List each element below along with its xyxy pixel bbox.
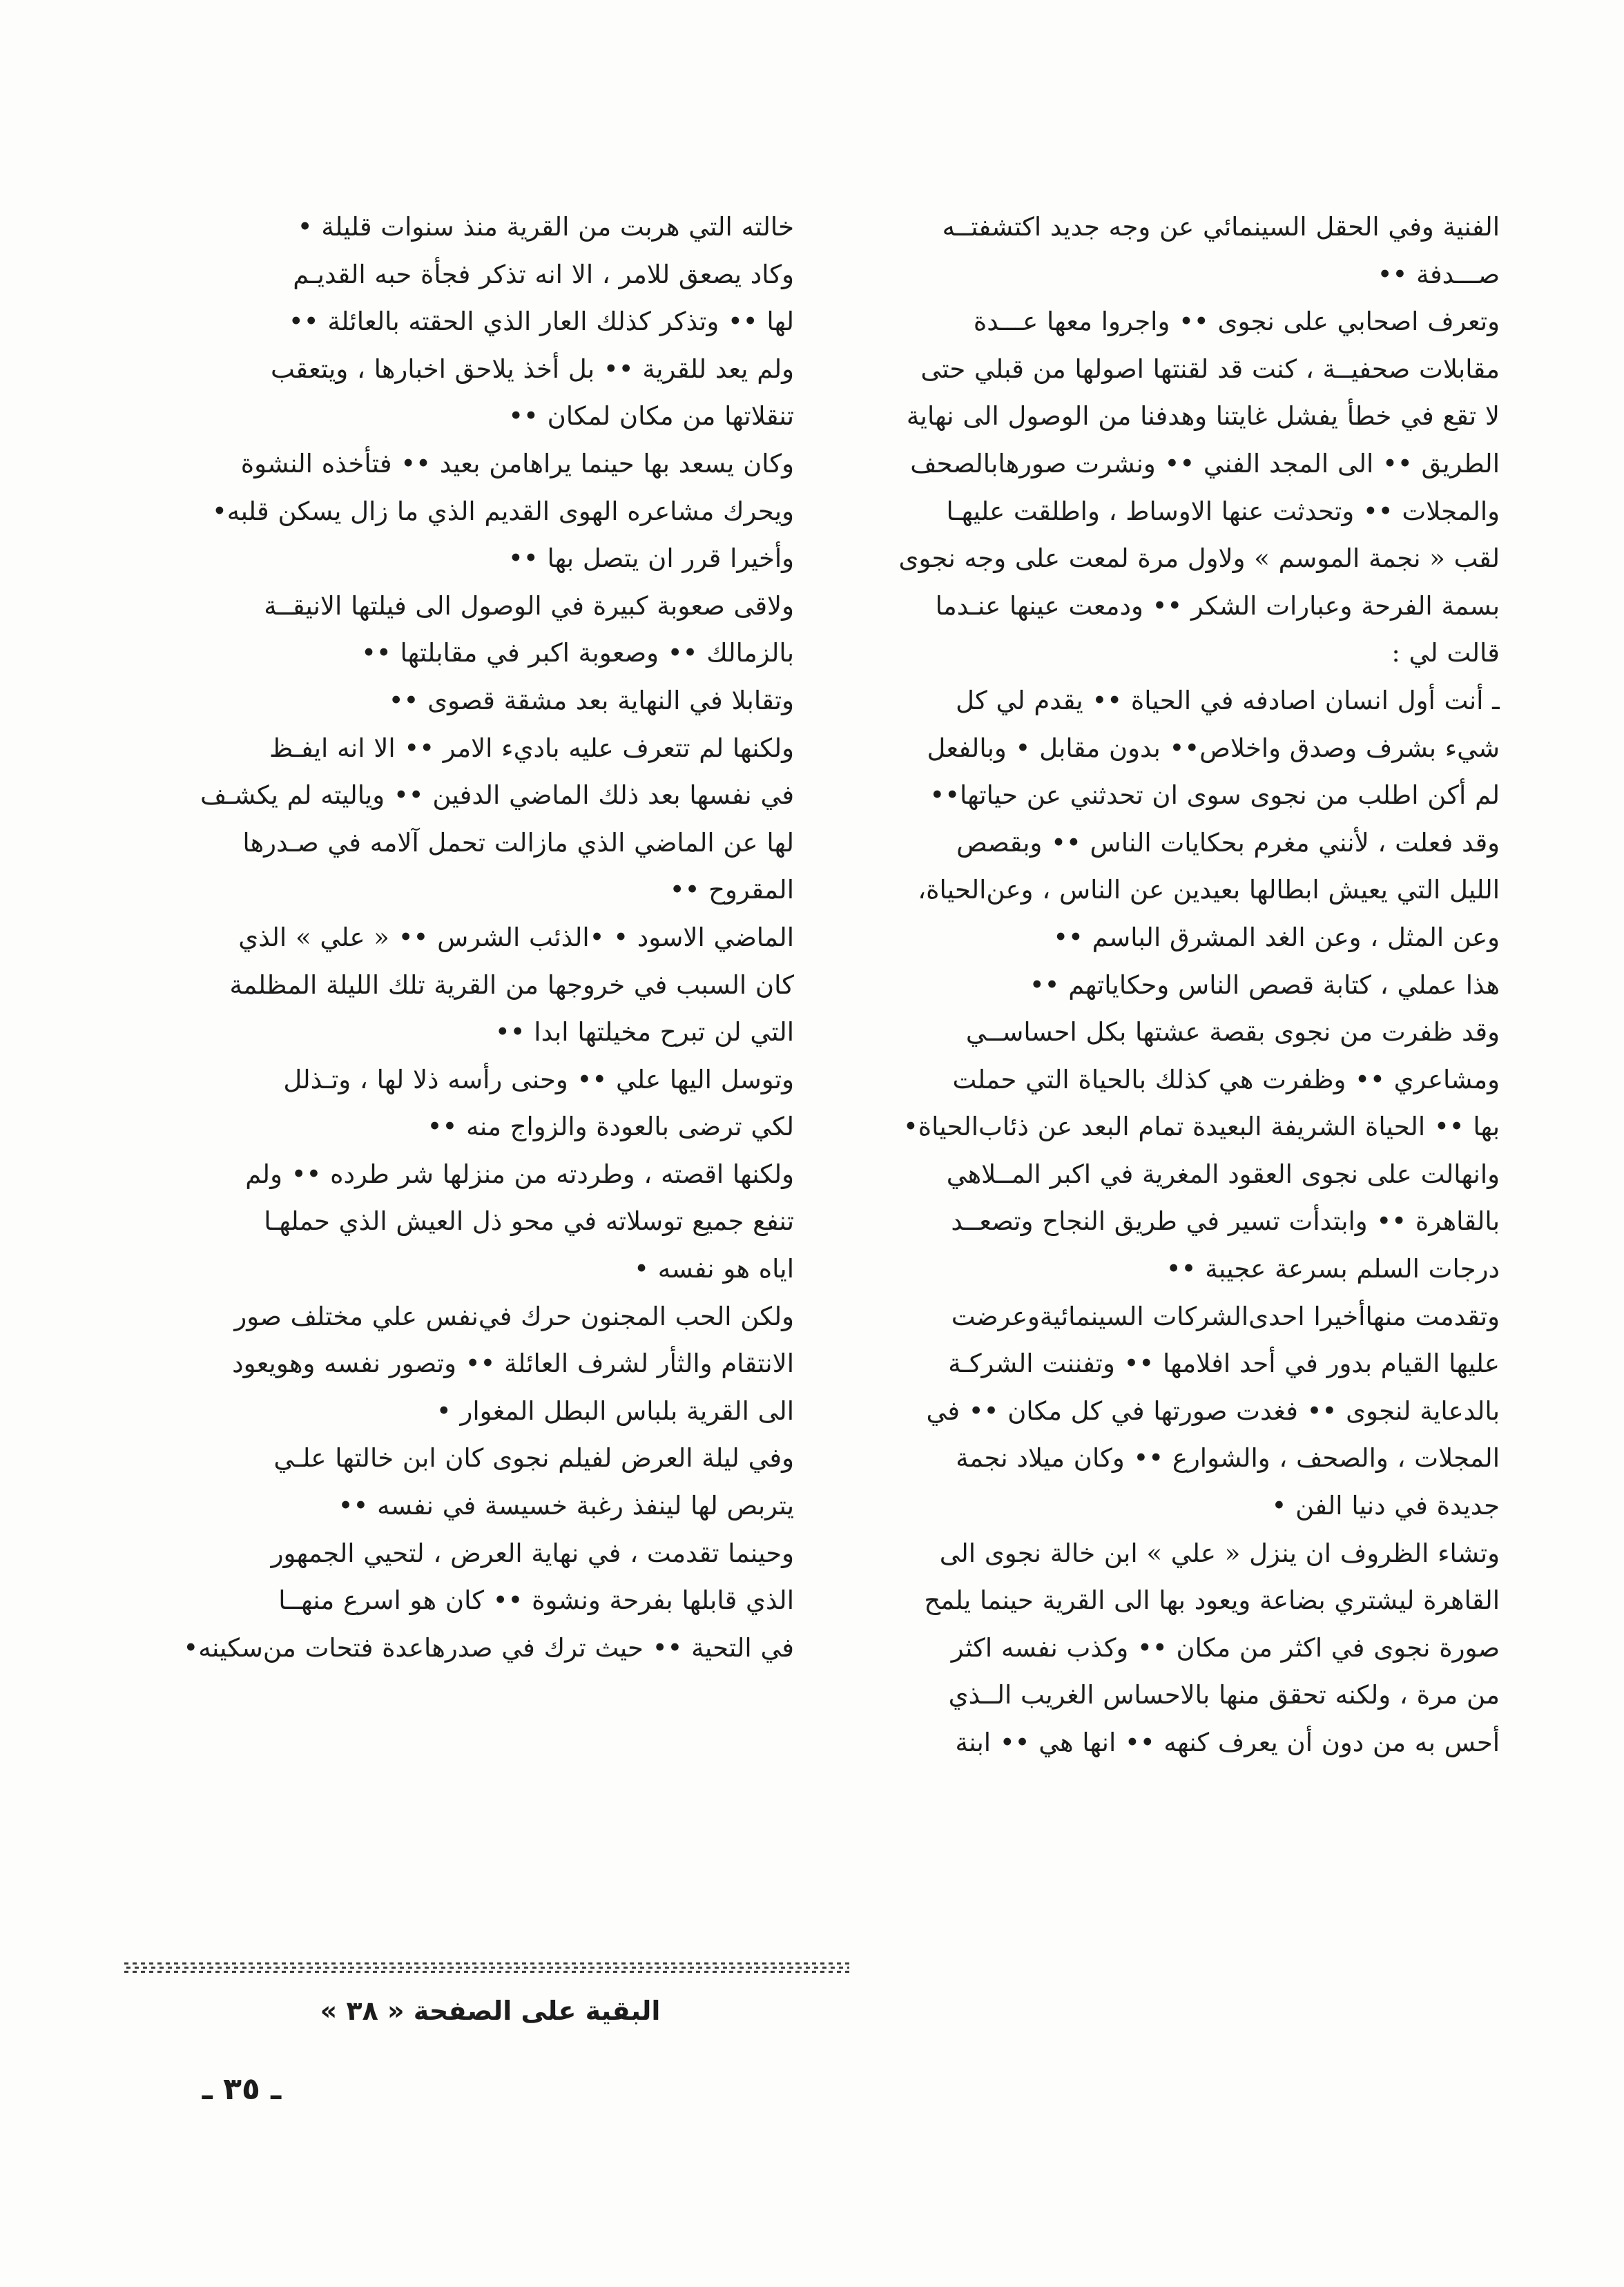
- text-line: الى القرية بلباس البطل المغوار •: [436, 1396, 794, 1426]
- text-line: من مرة ، ولكنه تحقق منها بالاحساس الغريب الــذي: [948, 1680, 1500, 1710]
- paragraph: [830, 1293, 1500, 1530]
- text-line: أحس به من دون أن يعرف كنهه •• انها هي •• ابنة: [955, 1728, 1500, 1757]
- text-line: وكاد يصعق للامر ، الا انه تذكر فجأة حبه القديـم: [293, 259, 794, 289]
- text-line: خالته التي هربت من القرية منذ سنوات قليلة •: [297, 212, 794, 242]
- text-line: ولم يعد للقرية •• بل أخذ يلاحق اخبارها ، ويتعقب: [270, 354, 794, 384]
- text-line: بسمة الفرحة وعبارات الشكر •• ودمعت عينها عنـدما: [935, 590, 1500, 621]
- paragraph: [124, 1151, 794, 1293]
- paragraph: [124, 583, 794, 677]
- text-line: وتشاء الظروف ان ينزل « علي » ابن خالة نجوى الى: [939, 1538, 1500, 1568]
- paragraph: [830, 204, 1500, 298]
- text-line: وقد ظفرت من نجوى بقصة عشتها بكل احساســي: [965, 1017, 1500, 1048]
- text-line: صورة نجوى في اكثر من مكان •• وكذب نفسه اكثر: [951, 1632, 1500, 1663]
- text-line: عليها القيام بدور في أحد افلامها •• وتفننت الشركـة: [948, 1349, 1500, 1379]
- text-line: وقد فعلت ، لأنني مغرم بحكايات الناس •• وبقصص: [956, 827, 1500, 858]
- paragraph: [124, 1293, 794, 1436]
- text-line: في التحية •• حيث ترك في صدرهاعدة فتحات من‌سكينه•: [183, 1632, 794, 1663]
- text-line: ولكنها اقصته ، وطردته من منزلها شر طرده •• ولم: [245, 1159, 794, 1189]
- text-line: وفي ليلة العرض لفيلم نجوى كان ابن خالتها علـي: [273, 1443, 794, 1474]
- paragraph: [124, 204, 794, 251]
- paragraph: [124, 914, 794, 1056]
- text-line: بالقاهرة •• وابتدأت تسير في طريق النجاح وتصعــد: [951, 1206, 1500, 1237]
- text-line: وتقابلا في النهاية بعد مشقة قصوى ••: [388, 685, 794, 715]
- paragraph: [124, 535, 794, 583]
- text-line: المقروح ••: [669, 875, 794, 905]
- text-line: بها •• الحياة الشريفة البعيدة تمام البعد عن ذئاب‌الحياة•: [902, 1112, 1500, 1142]
- paragraph: [124, 441, 794, 535]
- text-line: لها •• وتذكر كذلك العار الذي الحقته بالعائلة ••: [288, 307, 794, 337]
- text-line: صـــدفة ••: [1377, 259, 1500, 289]
- text-line: ـ أنت أول انسان اصادفه في الحياة •• يقدم لي كل: [956, 685, 1500, 715]
- text-line: وتعرف اصحابي على نجوى •• واجروا معها عـــدة: [973, 307, 1500, 337]
- text-line: لا تقع في خطأ يفشل غايتنا وهدفنا من الوصول الى نهاية: [906, 401, 1500, 432]
- paragraph: [830, 1530, 1500, 1767]
- text-line: تنقلاتها من مكان لمكان ••: [508, 401, 794, 432]
- text-line: درجات السلم بسرعة عجيبة ••: [1166, 1254, 1500, 1284]
- text-line: ويحرك مشاعره الهوى القديم الذي ما زال يسكن قلبه•: [211, 496, 794, 526]
- paragraph: [124, 1435, 794, 1530]
- text-line: لها عن الماضي الذي مازالت تحمل آلامه في صـدرها: [242, 827, 794, 858]
- paragraph: [124, 1530, 794, 1672]
- text-line: بالزمالك •• وصعوبة اكبر في مقابلتها ••: [361, 638, 794, 668]
- text-line: تنفع جميع توسلاته في محو ذل العيش الذي حملهـا: [264, 1206, 794, 1237]
- text-line: الطريق •• الى المجد الفني •• ونشرت صورهابالصحف: [910, 448, 1500, 479]
- text-line: ولكنها لم تتعرف عليه باديء الامر •• الا انه ايفـظ: [269, 733, 794, 763]
- paragraph: [830, 298, 1500, 677]
- paragraph: [124, 251, 794, 346]
- text-line: قالت لي :: [1391, 638, 1500, 668]
- text-line: ومشاعري •• وظفرت هي كذلك بالحياة التي حملت: [952, 1064, 1500, 1094]
- text-line: هذا عملي ، كتابة قصص الناس وحكاياتهم ••: [1029, 969, 1500, 1000]
- text-line: وعن المثل ، وعن الغد المشرق الباسم ••: [1053, 922, 1500, 952]
- paragraph: [124, 1056, 794, 1151]
- text-line: الليل التي يعيش ابطالها بعيدين عن الناس ، وعن‌الحياة،: [918, 875, 1500, 905]
- text-line: وحينما تقدمت ، في نهاية العرض ، لتحيي الجمهور: [271, 1538, 794, 1568]
- text-line: الماضي الاسود • •الذئب الشرس •• « علي » الذي: [238, 922, 794, 952]
- text-line: القاهرة ليشتري بضاعة ويعود بها الى القرية حينما يلمح: [924, 1585, 1500, 1616]
- paragraph: [124, 346, 794, 441]
- text-line: جديدة في دنيا الفن •: [1271, 1491, 1500, 1521]
- paragraph: [830, 677, 1500, 962]
- text-line: اياه هو نفسه •: [634, 1254, 794, 1284]
- text-line: شيء بشرف وصدق واخلاص•• بدون مقابل • وبالفعل: [927, 733, 1500, 763]
- text-line: وانهالت على نجوى العقود المغرية في اكبر المــلاهي: [946, 1159, 1500, 1189]
- paragraph: [124, 677, 794, 725]
- page-number: ـ ٣٥ ـ: [202, 2072, 282, 2107]
- text-line: التي لن تبرح مخيلتها ابدا ••: [494, 1017, 794, 1048]
- text-line: وتوسل اليها علي •• وحنى رأسه ذلا لها ، وتـذلل: [283, 1064, 794, 1094]
- text-line: كان السبب في خروجها من القرية تلك الليلة المظلمة: [229, 969, 794, 1000]
- text-line: يتربص لها لينفذ رغبة خسيسة في نفسه ••: [338, 1491, 794, 1521]
- continued-note: البقية على الصفحة « ٣٨ »: [320, 1996, 661, 2026]
- paragraph: [830, 1009, 1500, 1151]
- article-column-right: [830, 204, 1500, 1767]
- text-line: الذي قابلها بفرحة ونشوة •• كان هو اسرع منهــا: [278, 1585, 794, 1616]
- text-line: لكي ترضى بالعودة والزواج منه ••: [427, 1112, 794, 1142]
- text-line: مقابلات صحفيــة ، كنت قد لقنتها اصولها من قبلي حتى: [920, 354, 1500, 384]
- text-line: ولاقى صعوبة كبيرة في الوصول الى فيلتها الانيقــة: [264, 590, 794, 621]
- text-line: بالدعاية لنجوى •• فغدت صورتها في كل مكان •• في: [926, 1396, 1500, 1426]
- decorative-divider: [124, 1961, 849, 1976]
- text-line: وتقدمت منهاأخيرا احدى‌الشركات السينمائيةوعرضت: [951, 1301, 1500, 1331]
- article-column-left: [124, 204, 794, 1672]
- paragraph: [830, 1151, 1500, 1293]
- text-line: وأخيرا قرر ان يتصل بها ••: [508, 543, 794, 574]
- text-line: وكان يسعد بها حينما يراهامن بعيد •• فتأخذه النشوة: [240, 448, 794, 479]
- paragraph: [124, 725, 794, 914]
- text-line: المجلات ، والصحف ، والشوارع •• وكان ميلاد نجمة: [956, 1443, 1500, 1474]
- text-line: لم أكن اطلب من نجوى سوى ان تحدثني عن حياتها••: [929, 780, 1500, 811]
- text-line: في نفسها بعد ذلك الماضي الدفين •• وياليته لم يكشـف: [200, 780, 794, 811]
- text-line: الانتقام والثأر لشرف العائلة •• وتصور نفسه وهويعود: [232, 1349, 794, 1379]
- text-line: والمجلات •• وتحدثت عنها الاوساط ، واطلقت عليهـا: [946, 496, 1500, 526]
- text-line: ولكن الحب المجنون حرك في‌نفس علي مختلف صور: [234, 1301, 794, 1331]
- text-line: الفنية وفي الحقل السينمائي عن وجه جديد اكتشفتــه: [942, 212, 1500, 242]
- paragraph: [830, 962, 1500, 1010]
- text-line: لقب « نجمة الموسم » ولاول مرة لمعت على وجه نجوى: [898, 543, 1500, 574]
